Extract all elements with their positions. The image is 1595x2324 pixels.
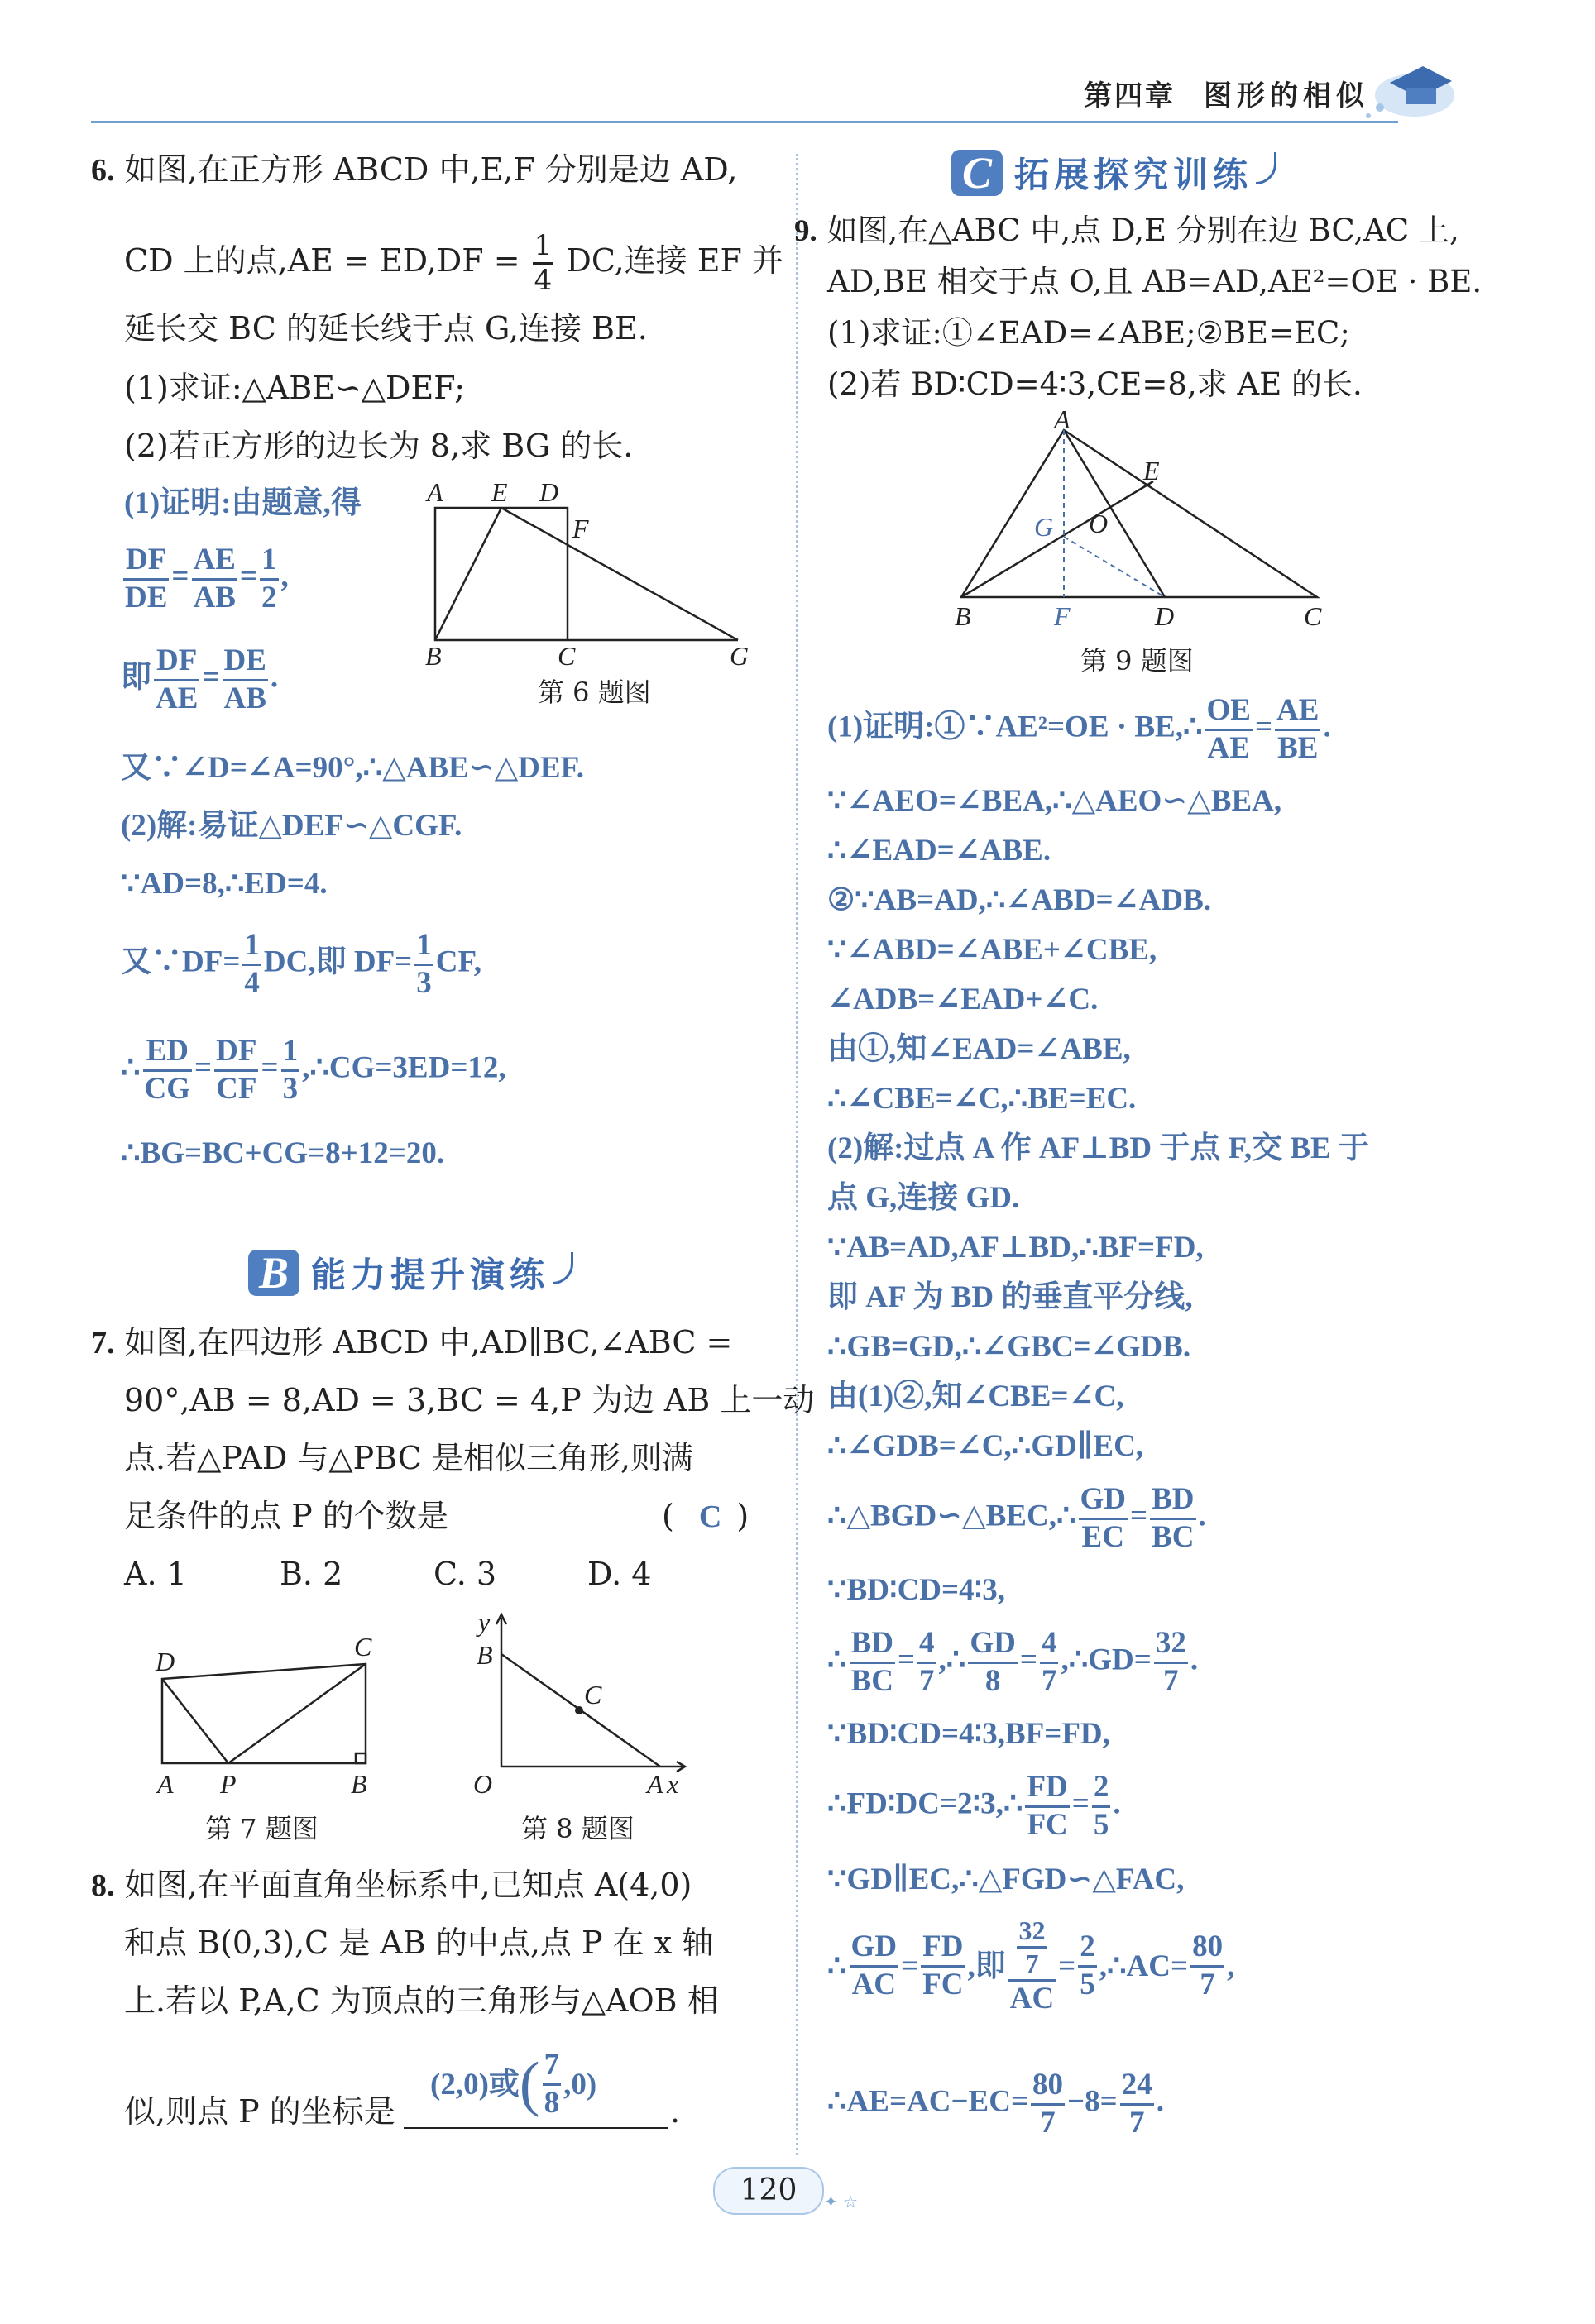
fig6-label-F: F	[572, 514, 589, 543]
section-b-badge: B	[248, 1250, 299, 1296]
figure-8	[460, 1604, 700, 1803]
header-chapter: 第四章	[1084, 79, 1176, 112]
q9-sol-22: ∴ $\frac{GD}{AC}$ = $\frac{FD}{FC}$ ,即 $\frac{\frac{32}{7}}{AC}$ = $\frac{2}{5}$ ,∴AC= $\frac{80}{7}$ ,	[827, 1915, 1235, 2016]
section-c-badge: C	[951, 150, 1003, 196]
q6-text-5: (2)若正方形的边长为 8,求 BG 的长.	[124, 428, 634, 464]
q9-sol-21: ∵GD∥EC,∴△FGD∽△FAC,	[827, 1863, 1185, 1896]
fig6-label-D: D	[539, 481, 559, 507]
q9-sol-13: ∴GB=GD,∴∠GBC=∠GDB.	[827, 1330, 1191, 1364]
page-number: 120	[740, 2173, 798, 2207]
q6-frac-quarter: $\frac{1}{4}$	[534, 229, 553, 298]
q9-sol-1: (1)证明:①∵AE²=OE · BE,∴ $\frac{OE}{AE}$ = $\frac{AE}{BE}$ .	[827, 693, 1331, 765]
header-line	[91, 121, 1398, 123]
fig6-label-E: E	[491, 481, 508, 507]
q7-text-3: 点.若△PAD 与△PBC 是相似三角形,则满	[124, 1440, 694, 1476]
section-b-title	[248, 1247, 573, 1298]
fig7-label-P: P	[220, 1769, 237, 1799]
q6-sol-9: ∴BG=BC+CG=8+12=20.	[121, 1136, 445, 1170]
q8-answer-blank	[404, 2127, 668, 2129]
fig7-label-C: C	[354, 1632, 372, 1662]
q6-number: 6.	[91, 153, 115, 188]
q7-text-1: 如图,在四边形 ABCD 中,AD∥BC,∠ABC =	[124, 1324, 733, 1360]
q7-option-a: A. 1	[124, 1556, 187, 1592]
fig6-label-B: B	[425, 641, 442, 671]
fig9-label-O: O	[1089, 509, 1109, 538]
q9-sol-5: ∵∠ABD=∠ABE+∠CBE,	[827, 933, 1157, 967]
fig9-label-C: C	[1304, 601, 1322, 631]
section-b-heading: 能力提升演练	[311, 1255, 550, 1295]
q7-number: 7.	[91, 1326, 115, 1360]
q9-line1	[794, 215, 1459, 247]
fig8-caption: 第 8 题图	[521, 1813, 635, 1844]
fig7-label-D: D	[156, 1647, 175, 1676]
fig9-label-B: B	[955, 601, 971, 631]
fig6-label-A: A	[427, 481, 443, 507]
q7-line1	[91, 1324, 733, 1360]
q9-sol-18: ∴ $\frac{BD}{BC}$ = $\frac{4}{7}$ ,∴ $\frac{GD}{8}$ = $\frac{4}{7}$ ,∴GD= $\frac{32}{7}$ .	[827, 1626, 1199, 1698]
q9-sol-17: ∵BD∶CD=4∶3,	[827, 1573, 1005, 1607]
fig7-label-B: B	[351, 1769, 367, 1799]
page-number-cloud	[713, 2167, 824, 2215]
q6-text-4: (1)求证:△ABE∽△DEF;	[124, 370, 466, 406]
fig9-label-F: F	[1054, 601, 1071, 631]
page-header	[0, 0, 1595, 132]
q8-text-1: 如图,在平面直角坐标系中,已知点 A(4,0)	[124, 1867, 692, 1903]
q9-sol-2: ∵∠AEO=∠BEA,∴△AEO∽△BEA,	[827, 784, 1282, 818]
section-c-bracket	[1256, 152, 1276, 184]
q6-sol-5: (2)解:易证△DEF∽△CGF.	[121, 809, 462, 843]
q9-sol-23: ∴AE=AC−EC= $\frac{80}{7}$ −8= $\frac{24}{7}$ .	[827, 2068, 1164, 2140]
q6-text-2a: CD 上的点,AE = ED,DF =	[124, 242, 520, 280]
q8-text-4: 似,则点 P 的坐标是	[124, 2093, 395, 2130]
q6-sol-8: ∴ $\frac{ED}{CG}$ = $\frac{DF}{CF}$ = $\frac{1}{3}$ ,∴CG=3ED=12,	[121, 1034, 506, 1106]
q9-sol-16: ∴△BGD∽△BEC,∴ $\frac{GD}{EC}$ = $\frac{BD}{BC}$ .	[827, 1482, 1206, 1554]
section-c-heading: 拓展探究训练	[1014, 155, 1253, 195]
q8-number: 8.	[91, 1868, 115, 1903]
fig7-label-A: A	[157, 1769, 174, 1799]
q9-sol-9: (2)解:过点 A 作 AF⊥BD 于点 F,交 BE 于	[827, 1131, 1369, 1165]
q8-text-3: 上.若以 P,A,C 为顶点的三角形与△AOB 相	[124, 1982, 719, 2019]
q9-sol-11: ∵AB=AD,AF⊥BD,∴BF=FD,	[827, 1231, 1204, 1265]
fig6-label-G: G	[730, 641, 750, 671]
q9-text-1: 如图,在△ABC 中,点 D,E 分别在边 BC,AC 上,	[826, 213, 1459, 248]
q9-sol-20: ∴FD∶DC=2∶3,∴ $\frac{FD}{FC}$ = $\frac{2}{5}$ .	[827, 1770, 1121, 1842]
fig6-label-C: C	[558, 641, 576, 671]
q8-answer: (2,0)或 ( $\frac{7}{8}$ ,0)	[430, 2048, 597, 2120]
q9-sol-6: ∠ADB=∠EAD+∠C.	[827, 983, 1099, 1016]
q9-sol-15: ∴∠GDB=∠C,∴GD∥EC,	[827, 1429, 1144, 1463]
fig9-label-A: A	[1054, 409, 1071, 434]
q6-sol-4: 又∵∠D=∠A=90°,∴△ABE∽△DEF.	[121, 751, 585, 785]
q9-sol-7: 由①,知∠EAD=∠ABE,	[827, 1032, 1131, 1066]
fig7-caption: 第 7 题图	[205, 1813, 319, 1844]
q9-text-3: (1)求证:①∠EAD=∠ABE;②BE=EC;	[827, 315, 1350, 351]
q6-text-3: 延长交 BC 的延长线于点 G,连接 BE.	[124, 310, 648, 347]
fig6-caption: 第 6 题图	[538, 677, 651, 708]
q9-text-4: (2)若 BD∶CD=4∶3,CE=8,求 AE 的长.	[827, 366, 1363, 402]
q6-line2	[124, 230, 783, 297]
page-number-star-icon: ✦ ☆	[824, 2192, 859, 2212]
q7-text-2: 90°,AB = 8,AD = 3,BC = 4,P 为边 AB 上一动	[124, 1382, 815, 1418]
q9-sol-8: ∴∠CBE=∠C,∴BE=EC.	[827, 1082, 1137, 1116]
figure-9	[943, 409, 1340, 640]
q8-period: .	[670, 2093, 681, 2130]
q9-text-2: AD,BE 相交于点 O,且 AB=AD,AE²=OE · BE.	[827, 264, 1482, 299]
q7-text-4: 足条件的点 P 的个数是	[124, 1498, 448, 1534]
q6-sol-7: 又∵DF= $\frac{1}{4}$ DC,即 DF= $\frac{1}{3}$ CF,	[121, 928, 481, 1000]
section-b-bracket	[553, 1252, 573, 1284]
q6-sol-3: 即 $\frac{DF}{AE}$ = $\frac{DE}{AB}$ .	[121, 643, 279, 715]
q9-sol-12: 即 AF 为 BD 的垂直平分线,	[827, 1280, 1193, 1314]
section-c-title	[951, 147, 1276, 198]
q9-sol-3: ∴∠EAD=∠ABE.	[827, 834, 1051, 868]
q9-sol-10: 点 G,连接 GD.	[827, 1181, 1020, 1215]
q7-option-c: C. 3	[433, 1556, 497, 1592]
q6-sol-6: ∵AD=8,∴ED=4.	[121, 867, 328, 901]
q9-sol-14: 由(1)②,知∠CBE=∠C,	[827, 1380, 1124, 1413]
q9-number: 9.	[794, 214, 817, 248]
q6-sol-2: $\frac{DF}{DE}$ = $\frac{AE}{AB}$ = $\frac{1}{2}$ ,	[125, 543, 289, 614]
fig8-label-y: y	[478, 1607, 491, 1637]
q9-sol-19: ∵BD∶CD=4∶3,BF=FD,	[827, 1717, 1110, 1751]
fig8-label-A: A	[647, 1769, 663, 1799]
column-divider	[796, 154, 798, 2155]
q6-text-2b: DC,连接 EF 并	[566, 242, 783, 280]
fig9-label-G: G	[1034, 512, 1054, 542]
figure-7	[149, 1629, 389, 1803]
q8-text-2: 和点 B(0,3),C 是 AB 的中点,点 P 在 x 轴	[124, 1925, 714, 1961]
q6-sol-1: (1)证明:由题意,得	[124, 486, 362, 520]
fig8-label-x: x	[667, 1769, 679, 1799]
fig8-label-C: C	[584, 1680, 602, 1710]
graduation-cap-icon	[1357, 50, 1456, 124]
q6-text-1: 如图,在正方形 ABCD 中,E,F 分别是边 AD,	[124, 151, 738, 188]
figure-6	[422, 481, 769, 672]
q9-sol-4: ②∵AB=AD,∴∠ABD=∠ADB.	[827, 883, 1211, 917]
q7-answer-bracket: ( C )	[662, 1498, 750, 1534]
fig8-label-B: B	[477, 1640, 493, 1670]
fig9-caption: 第 9 题图	[1080, 645, 1194, 677]
q8-line1	[91, 1869, 692, 1901]
fig8-label-O: O	[473, 1769, 493, 1799]
q6-line1	[91, 151, 738, 188]
q7-option-b: B. 2	[280, 1556, 343, 1592]
q7-option-d: D. 4	[587, 1556, 652, 1592]
header-topic: 图形的相似	[1204, 79, 1369, 112]
fig9-label-E: E	[1143, 456, 1160, 485]
fig9-label-D: D	[1155, 601, 1175, 631]
q7-answer: C	[698, 1499, 722, 1534]
